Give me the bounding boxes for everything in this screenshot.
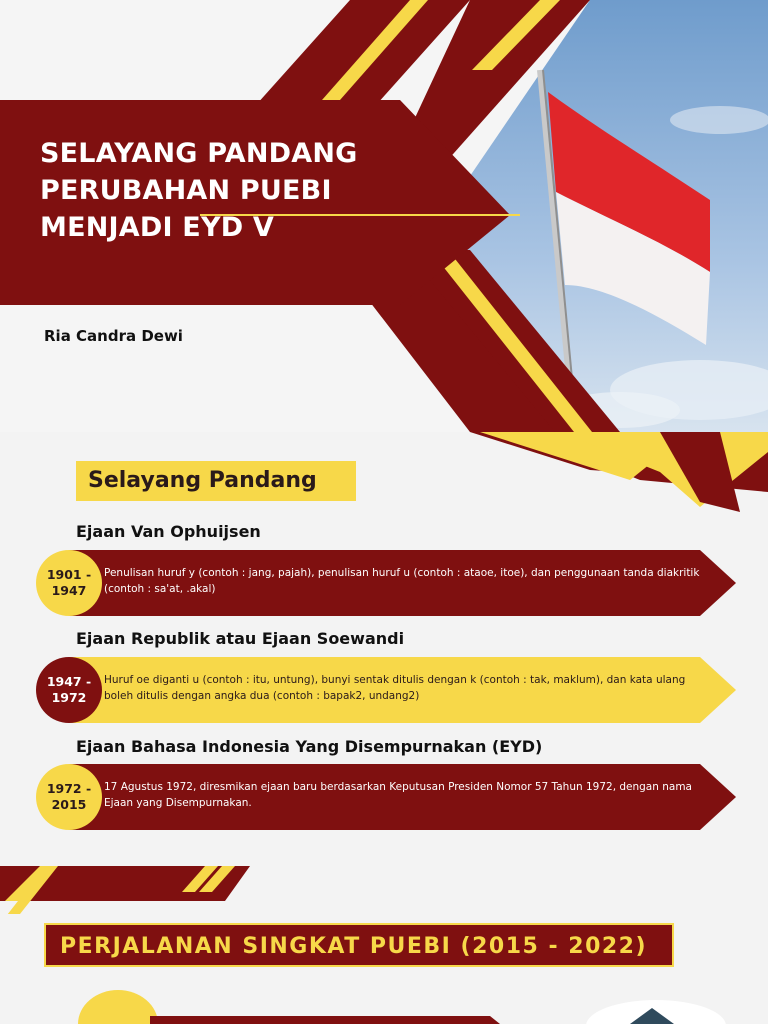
journey-heading: PERJALANAN SINGKAT PUEBI (2015 - 2022)	[44, 923, 674, 967]
era-band	[36, 550, 736, 616]
year-badge: 1901 - 1947	[36, 550, 102, 616]
era-description: 17 Agustus 1972, diresmikan ejaan baru berdasarkan Keputusan Presiden Nomor 57 Tahun 1972, dengan nama Ejaan yang Disempurnakan.	[104, 781, 692, 809]
era-title: Ejaan Republik atau Ejaan Soewandi	[76, 629, 405, 648]
era-description: Huruf oe diganti u (contoh : itu, untung), bunyi sentak ditulis dengan k (contoh : tak, maklum), dan kata ulang boleh ditulis dengan angka dua (contoh : bapak2, undang2)	[104, 674, 686, 702]
year-badge: 1972 - 2015	[36, 764, 102, 830]
year-badge: 1947 - 1972	[36, 657, 102, 723]
era-band	[36, 764, 736, 830]
author-name: Ria Candra Dewi	[44, 327, 183, 345]
title-slide	[0, 0, 768, 432]
yellow-circle	[78, 990, 158, 1024]
section-heading: Selayang Pandang	[76, 461, 356, 501]
overview-slide	[0, 432, 768, 866]
title-line-3: MENJADI EYD V	[40, 212, 275, 243]
era-title: Ejaan Van Ophuijsen	[76, 522, 261, 541]
era-band	[36, 657, 736, 723]
journey-slide	[0, 866, 768, 1024]
era-description: Penulisan huruf y (contoh : jang, pajah), penulisan huruf u (contoh : ataoe, itoe), dan penggunaan tanda diakritik (contoh : sa'at, .akal)	[104, 567, 700, 595]
title-line-1: SELAYANG PANDANG	[40, 138, 358, 169]
title-line-2: PERUBAHAN PUEBI	[40, 175, 332, 206]
era-title: Ejaan Bahasa Indonesia Yang Disempurnakan (EYD)	[76, 737, 543, 756]
